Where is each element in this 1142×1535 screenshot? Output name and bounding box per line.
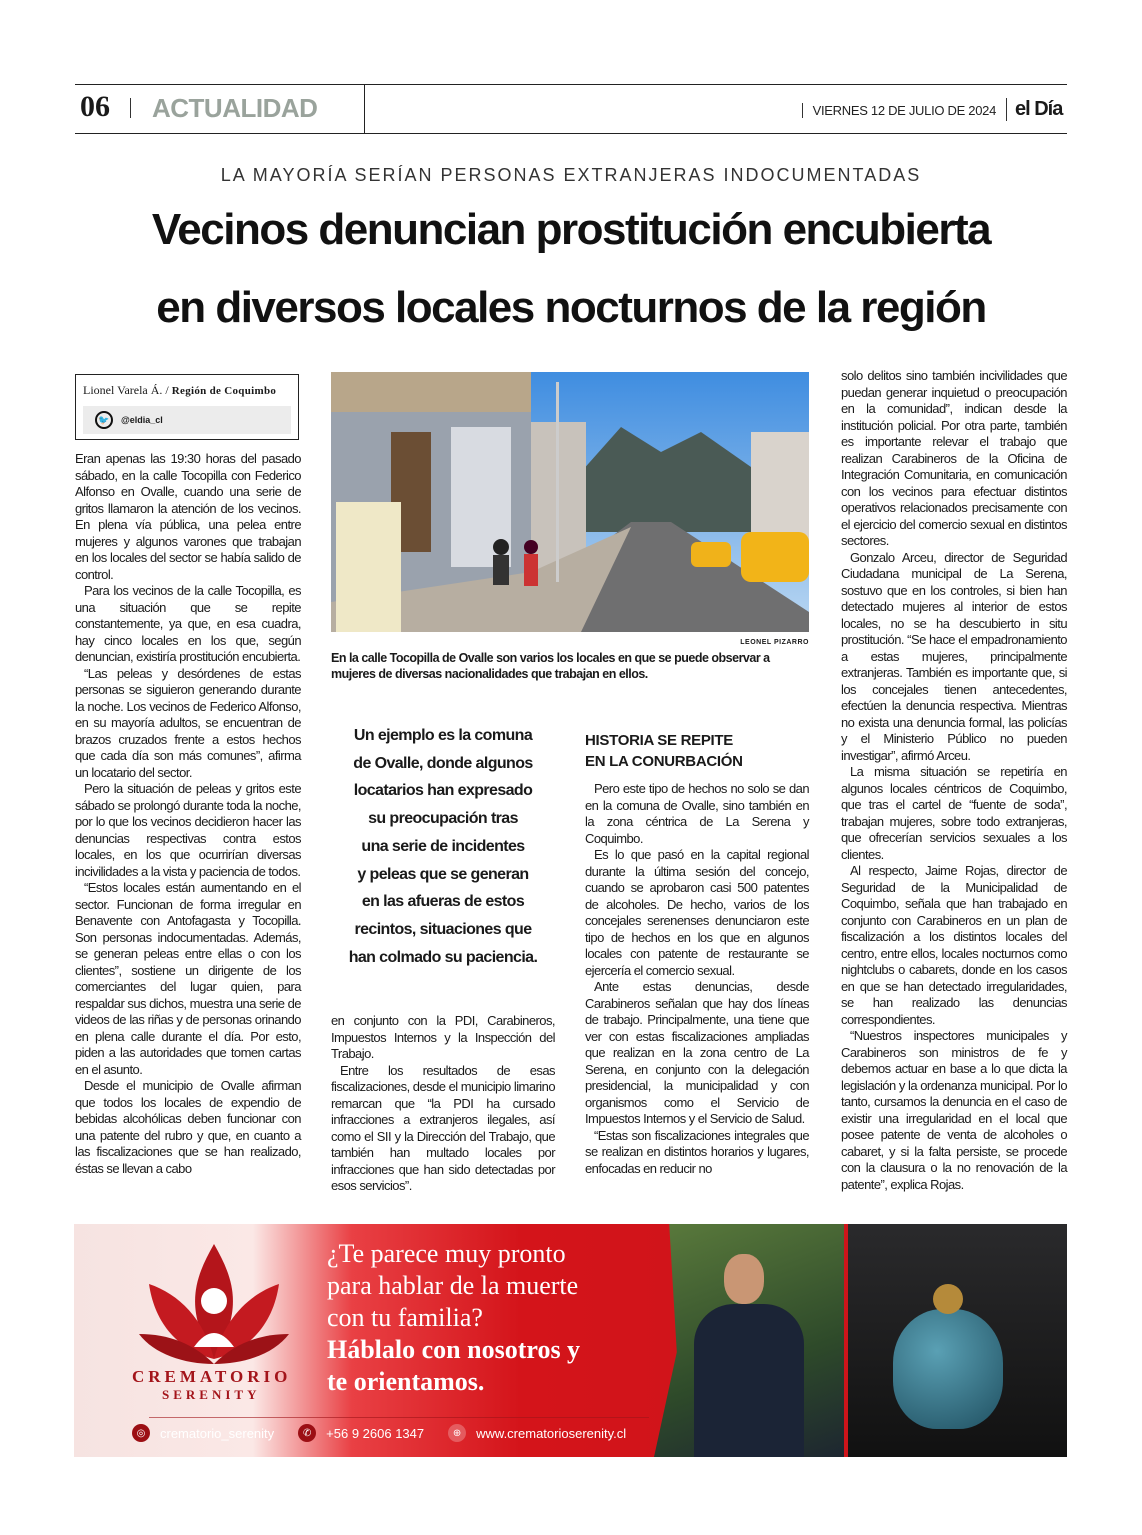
section-title: ACTUALIDAD [152,93,318,123]
pull-quote-line: locatarios han expresado [353,782,533,800]
pull-quote-line: una serie de incidentes [361,837,525,855]
ad-instagram[interactable]: crematorio_serenity [160,1425,275,1441]
ad-question [327,1238,578,1334]
paragraph: Al respecto, Jaime Rojas, director de Seguridad de la Municipalidad de Coquimbo, señala que han trabajado en conjunto con Carabineros en un plan de fiscalización a los distintos locales del centro, entre ellos, locales nocturnos como nightclubs o cabarets, donde en los casos en que se han detectado irregularidades, se han realizado las denuncias correspondientes. [841,863,1067,1027]
header-rule-top [75,84,1067,85]
paragraph: Pero este tipo de hechos no solo se dan en la comuna de Ovalle, sino también en la zona céntrica de La Serena y Coquimbo. [585,781,809,846]
twitter-handle-text: @eldia_cl [121,415,163,425]
pull-quote-line: han colmado su paciencia. [348,948,538,966]
byline-box [75,374,299,440]
headline-line-1 [75,205,1067,255]
pull-quote-line: de Ovalle, donde algunos [353,754,533,772]
street-photo-image [331,372,809,632]
photo-caption: En la calle Tocopilla de Ovalle son varios los locales en que se puede observar a mujeres de diversas nacionalidades que trabajan en ellos. [331,651,770,681]
article-column-4 [841,368,1067,1193]
paragraph: en conjunto con la PDI, Carabineros, Impuestos Internos y la Inspección del Trabajo. [331,1013,555,1061]
ad-cta-line: Háblalo con nosotros y [327,1335,581,1364]
kicker: LA MAYORÍA SERÍAN PERSONAS EXTRANJERAS INDOCUMENTADAS [220,165,922,185]
page-number: 06 [80,90,110,123]
pull-quote-line: su preocupación tras [368,810,518,828]
pull-quote-line: y peleas que se generan [357,865,529,883]
ad-brand-sub: SERENITY [162,1387,261,1402]
header-rule-bottom [75,133,1067,134]
subheading-line: HISTORIA SE REPITE [585,732,733,749]
paragraph: Ante estas denuncias, desde Carabineros señalan que hay dos líneas de trabajo. Principalmente, una tiene que ver con estas fiscalizaciones ampliadas que realizan en la zona centro de La Serena, en conjunto con la delegación presidencial, la municipalidad y con organismos como el Servicio de Impuestos Internos y el Servicio de Salud. [585,979,809,1126]
paragraph: La misma situación se repetiría en algunos locales céntricos de Coquimbo, que tras el cartel de “fuente de soda”, trabajan mujeres, sobre todo extranjeras, que ofrecerían servicios sexuales a los clientes. [841,764,1067,862]
pull-quote-line: recintos, situaciones que [354,920,532,938]
issue-date: VIERNES 12 DE JULIO DE 2024 [802,103,996,118]
twitter-bird-icon: 🐦 [95,411,113,429]
article-column-2 [331,1013,555,1195]
paragraph: “Las peleas y desórdenes de estas personas se siguieron generando durante la noche. Los vecinos de Federico Alfonso, en su mayoría adultos, se encuentran de brazos cruzados frente a estos hechos que cada día son más comunes”, afirma un locatario del sector. [75,665,301,780]
ad-phone[interactable]: +56 9 2606 1347 [326,1425,425,1441]
crematorio-advertisement[interactable] [74,1224,1067,1457]
urn [893,1309,1003,1429]
headline-text: Vecinos denuncian prostitución encubierta [151,205,991,254]
headline-text: en diversos locales nocturnos de la región [156,283,986,332]
region: Región de Coquimbo [171,385,277,397]
paragraph: solo delitos sino también incivilidades que puedan generar inquietud o preocupación en la comunidad”, indican desde la institución policial. Por otra parte, también es importante relevar el trabajo que realizan Carabineros de la Oficina de Integración Comunitaria, en comunicación con los vecinos para efectuar distintos operativos relacionados precisamente con el ejercicio del comercio sexual en distintos sectores. [841,368,1067,548]
man-head [724,1254,764,1304]
paragraph: “Estas son fiscalizaciones integrales que se realizan en distintos horarios y lugares, enfocadas en reducir no [585,1127,809,1176]
ad-question-line: para hablar de la muerte [327,1271,579,1300]
ad-cta-line: te orientamos. [327,1367,485,1396]
instagram-icon: ◎ [132,1424,150,1442]
pull-quote-line: Un ejemplo es la comuna [353,727,533,744]
ad-question-line: con tu familia? [327,1303,483,1332]
article-column-1 [75,451,301,1177]
byline [83,383,291,398]
author: Lionel Varela Á. / [83,383,169,397]
paragraph: Para los vecinos de la calle Tocopilla, es una situación que se repite constantemente, ya que, en esa cuadra, hay cinco locales en los que, según denuncian, existiría prostitución encubierta. [75,583,301,664]
urn-lid [933,1284,963,1314]
ad-photo-urn [848,1224,1067,1457]
newspaper-logo: el Día [1006,98,1062,121]
headline-line-2 [75,283,1067,333]
paragraph: Pero la situación de peleas y gritos este sábado se prolongó durante toda la noche, por lo que los vecinos decidieron hacer las denuncias respectivas contra estos locales, en los que ocurrirían diversas incivilidades a la vista y paciencia de todos. [75,781,301,879]
paragraph: Gonzalo Arceu, director de Seguridad Ciudadana municipal de La Serena, sostuvo que en los controles, si bien han detectado mujeres al interior de estos locales, no se ha descubierto in situ prostitución. “Se hace el empadronamiento a estas mujeres, principalmente extranjeras. También es importante que, si los concejales tienen antecedentes, efectúen la denuncia respectiva. Mientras no exista una denuncia formal, las policías y el Ministerio Público no pueden investigar”, afirmó Arceu. [841,549,1067,763]
globe-icon: ⊕ [448,1424,466,1442]
article-column-3 [585,781,809,1177]
phone-icon: ✆ [298,1424,316,1442]
paragraph: “Estos locales están aumentando en el sector. Funcionan de forma irregular en Benavente con Antofagasta y Tocopilla. Son personas indocumentadas. Además, se generan peleas entre ellas o con los clientes”, sostiene un dirigente de los comerciantes del lugar quien, para respaldar sus dichos, muestra una serie de videos de las riñas y de personas orinando en plena calle durante el día. Por esto, piden a las autoridades que tomen cartas en el asunto. [75,880,301,1077]
ad-brand: CREMATORIO [132,1367,292,1386]
pull-quote-line: en las afueras de estos [361,893,525,911]
separator [130,98,131,118]
ad-contacts [132,1424,626,1442]
subheading [585,730,809,772]
street-photo [331,372,809,632]
ad-photo-man [654,1224,844,1457]
ad-website[interactable]: www.crematorioserenity.cl [476,1425,627,1441]
pull-quote [331,722,555,971]
ad-question-line: ¿Te parece muy pronto [327,1239,566,1268]
ad-cta [327,1334,580,1398]
paragraph: Es lo que pasó en la capital regional durante la última sesión del concejo, cuando se aprobaron casi 500 patentes de alcoholes. De hecho, varios de los concejales serenenses denunciaron este tipo de hechos en los que en algunos locales con patente de restaurante se ejercería el comercio sexual. [585,847,809,978]
paragraph: Eran apenas las 19:30 horas del pasado sábado, en la calle Tocopilla con Federico Alfonso en Ovalle, cuando una serie de gritos llamaron la atención de los vecinos. En plena vía pública, una pelea entre mujeres y algunos varones que trabajan en los locales del sector se había salido de control. [75,451,301,582]
subheading-line: EN LA CONURBACIÓN [585,753,743,770]
ad-divider [149,1417,649,1418]
paragraph: “Nuestros inspectores municipales y Carabineros son ministros de fe y debemos actuar en base a lo que dicta la legislación y la ordenanza municipal. Por lo tanto, cursamos la denuncia en el caso de existir una irregularidad en el local que posee patente de venta de alcoholes o cabaret, y si la falta persiste, se procede con la clausura o la no renovación de la patente”, explica Rojas. [841,1028,1067,1192]
paragraph: Desde el municipio de Ovalle afirman que todos los locales de expendio de bebidas alcohólicas deben funcionar con una patente del rubro y que, en cuanto a las fiscalizaciones que se han realizado, éstas se llevan a cabo [75,1078,301,1176]
twitter-handle [83,406,291,434]
paragraph: Entre los resultados de esas fiscalizaciones, desde el municipio limarino remarcan que “la PDI ha cursado infracciones a extranjeros ilegales, así como el SII y la Dirección del Trabajo, que también han multado locales por infracciones que han sido detectadas por esos servicios”. [331,1062,555,1193]
photo-credit: LEONEL PIZARRO [740,639,809,646]
lotus-logo-icon [134,1239,294,1379]
header-divider [364,84,365,134]
man-suit [694,1304,804,1457]
